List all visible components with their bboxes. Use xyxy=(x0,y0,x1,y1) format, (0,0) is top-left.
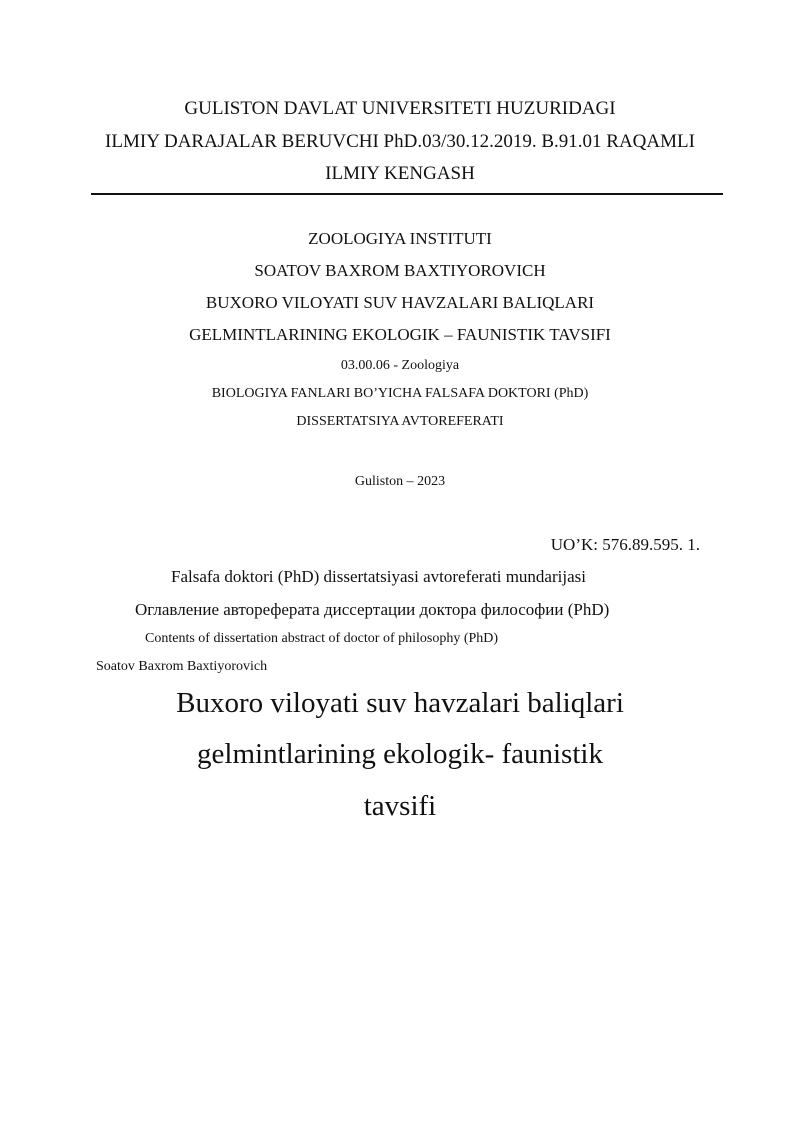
thesis-title-upper-line-2: GELMINTLARINING EKOLOGIK – FAUNISTIK TAVSIFI xyxy=(189,325,611,344)
institute-name: ZOOLOGIYA INSTITUTI xyxy=(308,229,492,248)
author-name: Soatov Baxrom Baxtiyorovich xyxy=(96,659,268,674)
contents-en: Contents of dissertation abstract of doctor of philosophy (PhD) xyxy=(145,631,499,646)
degree-line-2: DISSERTATSIYA AVTOREFERATI xyxy=(296,414,504,429)
thesis-title-line-3: tavsifi xyxy=(363,790,437,822)
degree-line-1: BIOLOGIYA FANLARI BO’YICHA FALSAFA DOKTORI (PhD) xyxy=(211,386,589,401)
thesis-title-upper-line-1: BUXORO VILOYATI SUV HAVZALARI BALIQLARI xyxy=(205,293,595,312)
place-year: Guliston – 2023 xyxy=(354,474,446,489)
contents-ru: Оглавление автореферата диссертации доктора философии (PhD) xyxy=(135,600,610,619)
council-line-2: ILMIY DARAJALAR BERUVCHI PhD.03/30.12.2019. B.91.01 RAQAMLI xyxy=(105,131,695,152)
thesis-title-line-1: Buxoro viloyati suv havzalari baliqlari xyxy=(176,687,624,719)
specialty-code: 03.00.06 - Zoologiya xyxy=(340,358,460,373)
contents-uz: Falsafa doktori (PhD) dissertatsiyasi avtoreferati mundarijasi xyxy=(171,567,586,586)
council-line-3: ILMIY KENGASH xyxy=(325,163,475,184)
author-name-upper: SOATOV BAXROM BAXTIYOROVICH xyxy=(254,261,546,280)
udc-code: UO’K: 576.89.595. 1. xyxy=(550,535,700,554)
thesis-title-line-2: gelmintlarining ekologik- faunistik xyxy=(197,738,603,770)
council-line-1: GULISTON DAVLAT UNIVERSITETI HUZURIDAGI xyxy=(184,98,616,119)
header-divider xyxy=(91,193,723,195)
